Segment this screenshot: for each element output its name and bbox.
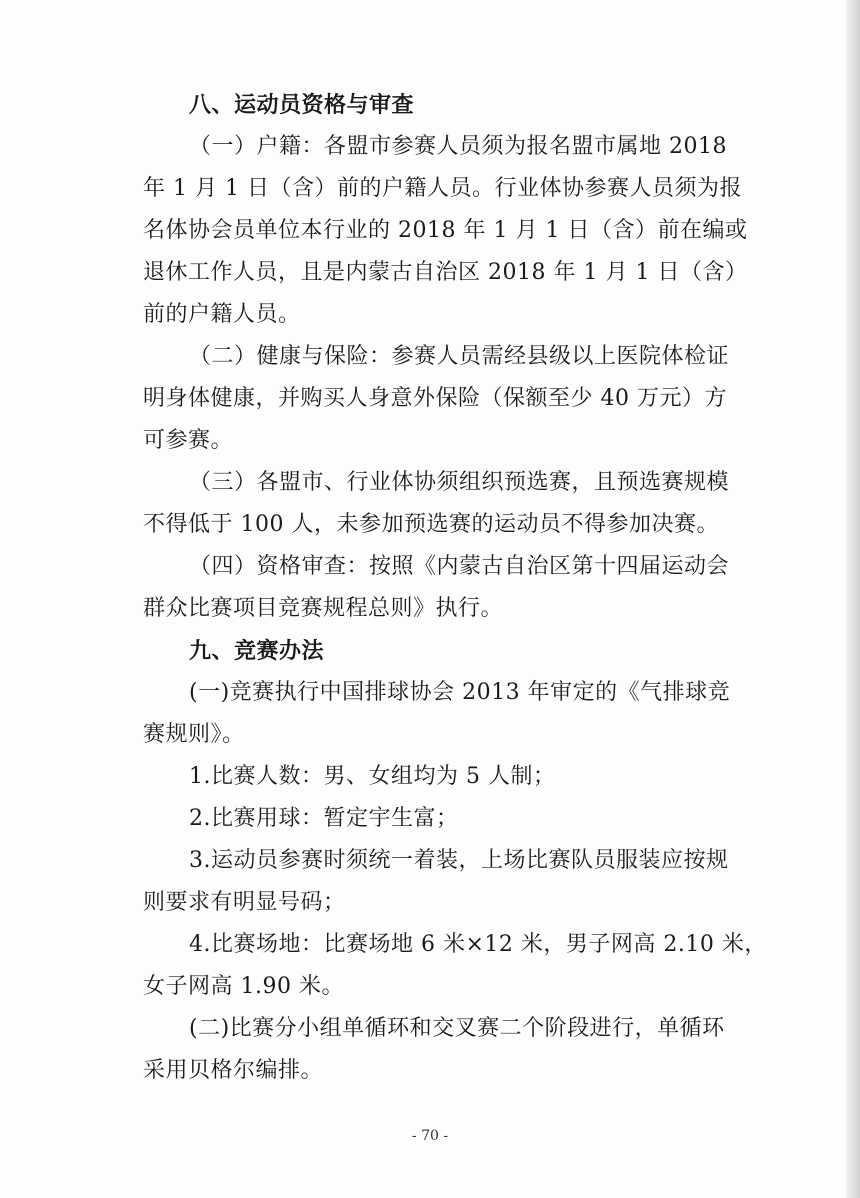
page-number: - 70 - <box>411 1128 449 1144</box>
page-edge-shadow <box>846 0 860 1198</box>
paragraph-line: （四）资格审查：按照《内蒙古自治区第十四届运动会 <box>189 554 730 579</box>
paragraph-line: (一)竞赛执行中国排球协会 2013 年审定的《气排球竞 <box>189 680 731 705</box>
paragraph-line: 年 1 月 1 日（含）前的户籍人员。行业体协参赛人员须为报 <box>143 176 742 201</box>
paragraph-line: 前的户籍人员。 <box>143 302 301 327</box>
paragraph-line: 退休工作人员，且是内蒙古自治区 2018 年 1 月 1 日（含） <box>143 260 748 285</box>
section-heading-9: 九、竞赛办法 <box>189 638 325 664</box>
paragraph-line: （一）户籍：各盟市参赛人员须为报名盟市属地 2018 <box>189 134 727 159</box>
paragraph-line: 采用贝格尔编排。 <box>143 1058 324 1083</box>
paragraph-line: （二）健康与保险：参赛人员需经县级以上医院体检证 <box>189 344 730 369</box>
list-item: 4.比赛场地：比赛场地 6 米×12 米，男子网高 2.10 米， <box>189 932 767 957</box>
paragraph-line: 则要求有明显号码； <box>143 890 346 915</box>
paragraph-line: 名体协会员单位本行业的 2018 年 1 月 1 日（含）前在编或 <box>143 218 748 243</box>
paragraph-line: 赛规则》。 <box>143 722 245 747</box>
document-body <box>143 84 773 1092</box>
list-item: 3.运动员参赛时须统一着装，上场比赛队员服装应按规 <box>189 848 729 873</box>
paragraph-line: 可参赛。 <box>143 428 234 453</box>
paragraph-line: （三）各盟市、行业体协须组织预选赛，且预选赛规模 <box>189 470 730 495</box>
paragraph-line: 不得低于 100 人，未参加预选赛的运动员不得参加决赛。 <box>143 512 719 537</box>
list-item: 1.比赛人数：男、女组均为 5 人制； <box>189 764 556 789</box>
paragraph-line: (二)比赛分小组单循环和交叉赛二个阶段进行，单循环 <box>189 1016 725 1041</box>
list-item: 2.比赛用球：暂定宇生富； <box>189 806 459 831</box>
paragraph-line: 女子网高 1.90 米。 <box>143 974 344 999</box>
paragraph-line: 明身体健康，并购买人身意外保险（保额至少 40 万元）方 <box>143 386 727 411</box>
paragraph-line: 群众比赛项目竞赛规程总则》执行。 <box>143 596 504 621</box>
section-heading-8: 八、运动员资格与审查 <box>189 92 415 118</box>
